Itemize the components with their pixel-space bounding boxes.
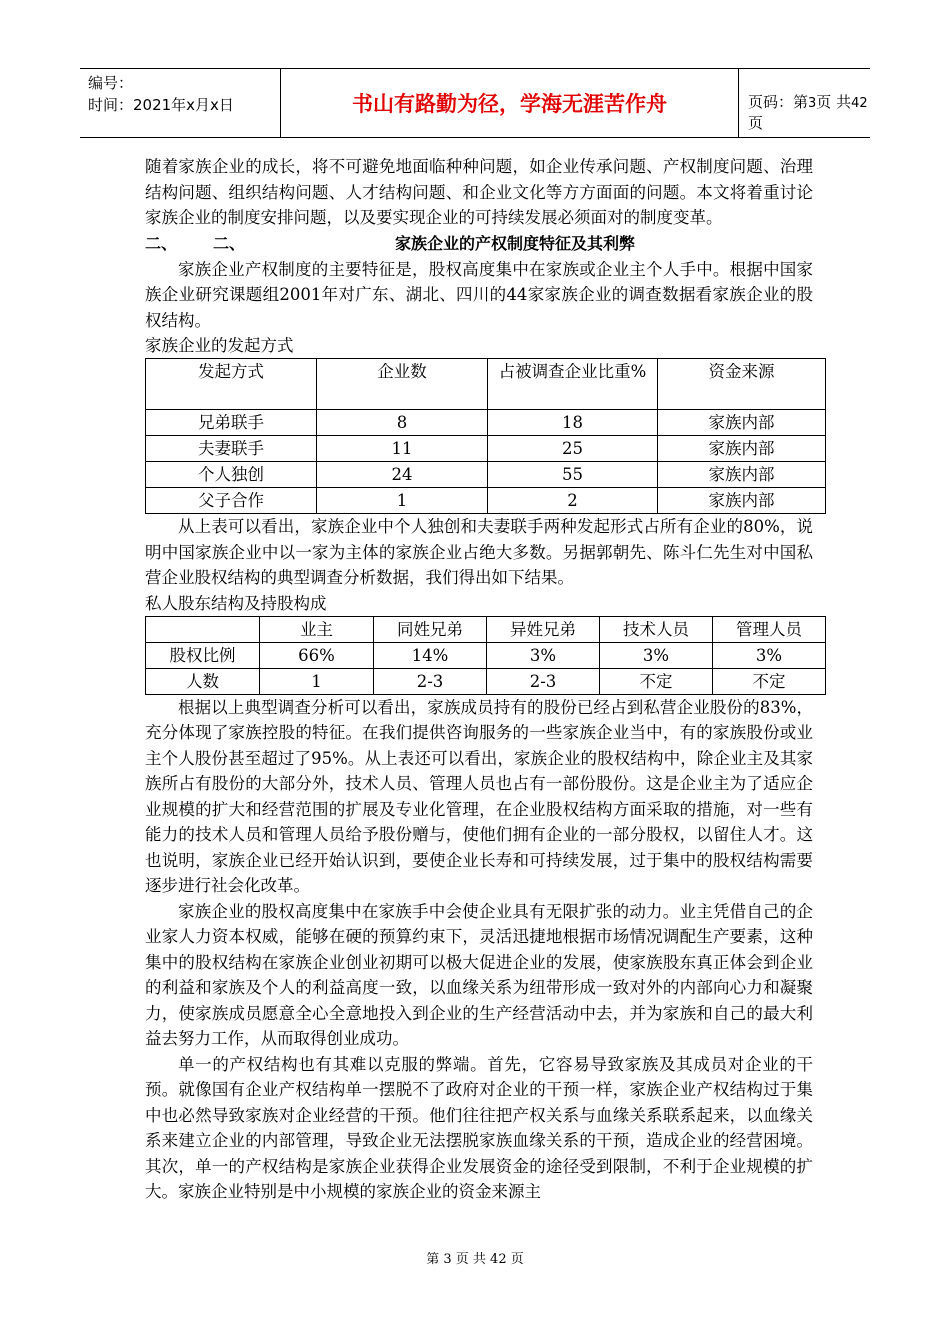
table-cell: 不定: [600, 668, 713, 694]
header-page-number: 页码：第3页 共42页: [748, 93, 868, 132]
table-row: [146, 462, 826, 488]
table-row: [146, 410, 826, 436]
document-code-label: 编号：: [88, 74, 134, 92]
table-cell: 3%: [600, 642, 713, 668]
table-cell: 家族内部: [658, 436, 826, 462]
table-cell: 夫妻联手: [146, 436, 317, 462]
table-row: [146, 668, 826, 694]
section-number: 二、: [145, 233, 178, 253]
paragraph-table1-analysis: 从上表可以看出，家族企业中个人独创和夫妻联手两种发起形式占所有企业的80%，说明中国家族企业中以一家为主体的家族企业占绝大多数。另据郭朝先、陈斗仁先生对中国私营企业股权结构的典型调查分析数据，我们得出如下结果。: [145, 517, 813, 587]
table-cell: 1: [260, 668, 374, 694]
table-header-cell: 同姓兄弟: [374, 616, 487, 642]
current-page: 3: [808, 96, 817, 111]
document-date: 时间：2021年x月x日: [88, 96, 234, 114]
paragraph-table2-analysis: 根据以上典型调查分析可以看出，家族成员持有的股份已经占到私营企业股份的83%，充分体现了家族控股的特征。在我们提供咨询服务的一些家族企业当中，有的家族股份或业主个人股份甚至超过了95%。从上表还可以看出，家族企业的股权结构中，除企业主及其家族所占有股份的大部分外，技术人员、管理人员也占有一部份股份。这是企业主为了适应企业规模的扩大和经营范围的扩展及专业化管理，在企业股权结构方面采取的措施，对一些有能力的技术人员和管理人员给予股份赠与，使他们拥有企业的一部分股权，以留住人才。这也说明，家族企业已经开始认识到，要使企业长寿和可持续发展，过于集中的股权结构需要逐步进行社会化改革。: [145, 697, 813, 895]
table-row: [146, 488, 826, 514]
section-heading: [145, 231, 813, 257]
table1-caption: 家族企业的发起方式: [145, 336, 294, 355]
table-cell: 人数: [146, 668, 260, 694]
table-cell: 11: [317, 436, 488, 462]
table-header-row: [146, 359, 826, 410]
table-cell: 2-3: [487, 668, 600, 694]
paragraph-concentration-benefits: 家族企业的股权高度集中在家族手中会使企业具有无限扩张的动力。业主凭借自己的企业家人力资本权威，能够在硬的预算约束下，灵活迅捷地根据市场情况调配生产要素，这种集中的股权结构在家族企业创业初期可以极大促进企业的发展，使家族股东真正体会到企业的利益和家族及个人的利益高度一致，以血缘关系为纽带形成一致对外的内部向心力和凝聚力，使家族成员愿意全心全意地投入到企业的生产经营活动中去，并为家族和自己的最大利益去努力工作，从而取得创业成功。: [145, 901, 813, 1048]
table-row: [146, 436, 826, 462]
table-cell: 父子合作: [146, 488, 317, 514]
table2-caption: 私人股东结构及持股构成: [145, 593, 327, 613]
paragraph-single-structure-drawbacks: 单一的产权结构也有其难以克服的弊端。首先，它容易导致家族及其成员对企业的干预。就像国有企业产权结构单一摆脱不了政府对企业的干预一样，家族企业产权结构过于集中也必然导致家族对企业经营的干预。他们往往把产权关系与血缘关系联系起来，以血缘关系来建立企业的内部管理，导致企业无法摆脱家族血缘关系的干预，造成企业的经营困境。其次，单一的产权结构是家族企业获得企业发展资金的途径受到限制，不利于企业规模的扩大。家族企业特别是中小规模的家族企业的资金来源主: [145, 1054, 813, 1201]
section-number-dup: 二、: [213, 233, 246, 253]
table-header-cell: 发起方式: [146, 359, 317, 410]
table-cell: 8: [317, 410, 488, 436]
document-body: [145, 154, 813, 1205]
table-header-cell: 管理人员: [713, 616, 826, 642]
table-cell: 家族内部: [658, 462, 826, 488]
page-header: [80, 68, 870, 138]
table-cell: 1: [317, 488, 488, 514]
table-cell: 24: [317, 462, 488, 488]
founding-method-table: [145, 358, 826, 514]
page-footer: 第 3 页 共 42 页: [426, 1252, 524, 1267]
table-header-cell: [146, 616, 260, 642]
table-cell: 66%: [260, 642, 374, 668]
table-cell: 55: [488, 462, 658, 488]
table-cell: 14%: [374, 642, 487, 668]
table-header-cell: 企业数: [317, 359, 488, 410]
table-cell: 家族内部: [658, 488, 826, 514]
table-header-cell: 异姓兄弟: [487, 616, 600, 642]
paragraph-ownership-features: 家族企业产权制度的主要特征是，股权高度集中在家族或企业主个人手中。根据中国家族企业研究课题组2001年对广东、湖北、四川的44家家族企业的调查数据看家族企业的股权结构。: [145, 259, 813, 330]
table-cell: 个人独创: [146, 462, 317, 488]
table-cell: 3%: [487, 642, 600, 668]
table-cell: 18: [488, 410, 658, 436]
table-cell: 兄弟联手: [146, 410, 317, 436]
table-cell: 2: [488, 488, 658, 514]
header-info: [88, 72, 234, 116]
table-cell: 25: [488, 436, 658, 462]
header-motto: 书山有路勤为径，学海无涯苦作舟: [280, 69, 739, 137]
table-header-row: [146, 616, 826, 642]
table-row: [146, 642, 826, 668]
table-header-cell: 技术人员: [600, 616, 713, 642]
shareholder-structure-table: [145, 616, 826, 695]
table-cell: 家族内部: [658, 410, 826, 436]
table-header-cell: 资金来源: [658, 359, 826, 410]
table-cell: 2-3: [374, 668, 487, 694]
intro-paragraph: 随着家族企业的成长，将不可避免地面临种种问题，如企业传承问题、产权制度问题、治理结构问题、组织结构问题、人才结构问题、和企业文化等方方面面的问题。本文将着重讨论家族企业的制度安排问题，以及要实现企业的可持续发展必须面对的制度变革。: [145, 157, 813, 227]
table-cell: 不定: [713, 668, 826, 694]
section-title: 家族企业的产权制度特征及其利弊: [395, 233, 636, 253]
table-header-cell: 占被调查企业比重%: [488, 359, 658, 410]
table-cell: 3%: [713, 642, 826, 668]
table-cell: 股权比例: [146, 642, 260, 668]
table-header-cell: 业主: [260, 616, 374, 642]
total-pages: 42: [851, 96, 868, 111]
